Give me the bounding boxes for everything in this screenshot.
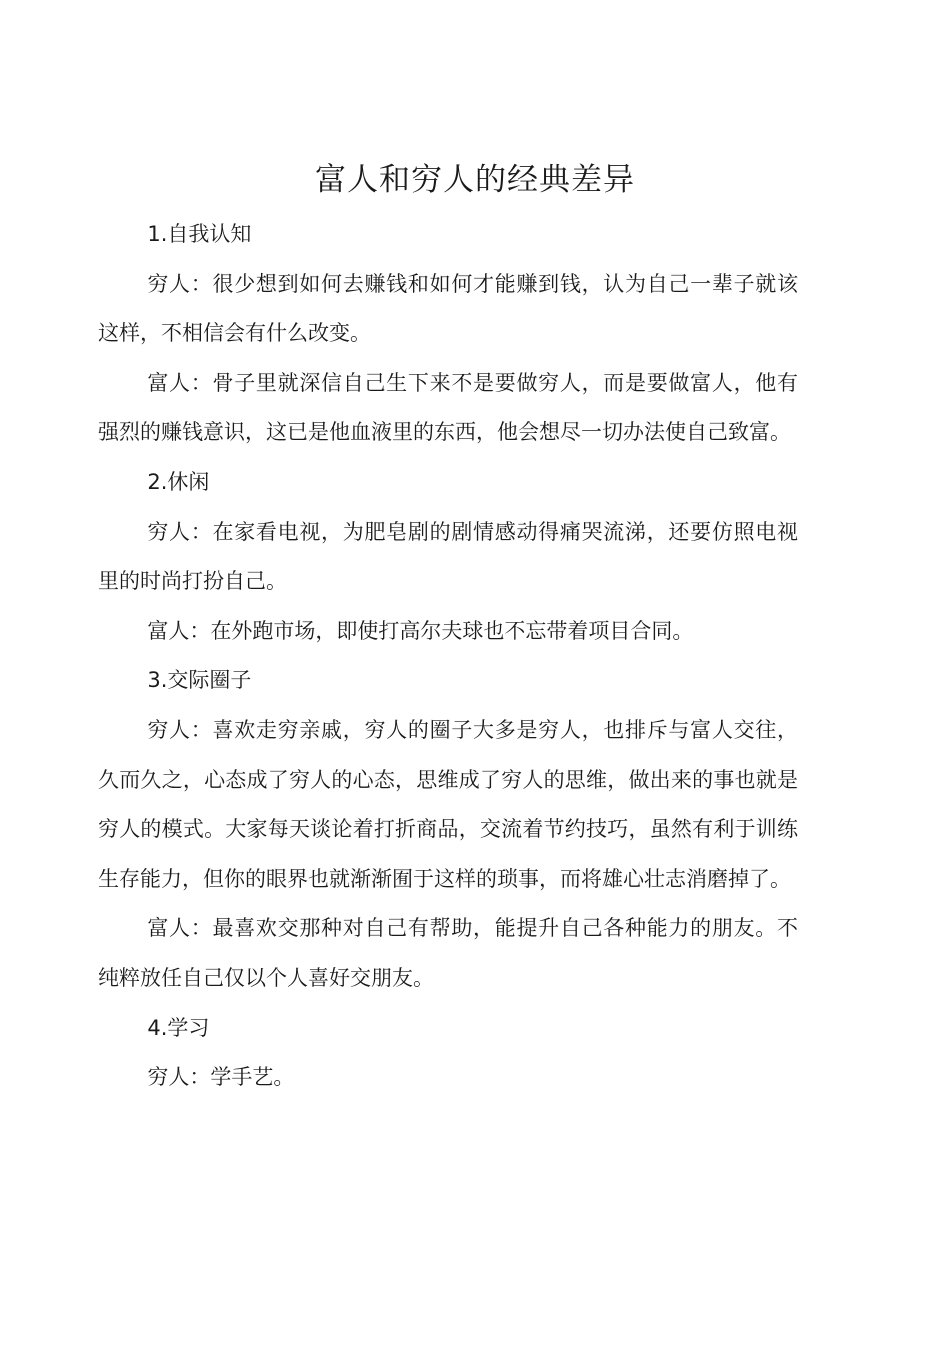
- section-heading-social-circle: 3.交际圈子: [147, 668, 252, 693]
- paragraph-poor-social-circle: 穷人：喜欢走穷亲戚，穷人的圈子大多是穷人，也排斥与富人交往，久而久之，心态成了穷人的心态，思维成了穷人的思维，做出来的事也就是穷人的模式。大家每天谈论着打折商品，交流着节约技巧，虽然有利于训练生存能力，但你的眼界也就渐渐囿于这样的琐事，而将雄心壮志消磨掉了。: [98, 717, 798, 891]
- paragraph-poor-leisure: 穷人：在家看电视，为肥皂剧的剧情感动得痛哭流涕，还要仿照电视里的时尚打扮自己。: [98, 519, 798, 594]
- paragraph-poor-learning: 穷人：学手艺。: [147, 1065, 295, 1090]
- section-heading-learning: 4.学习: [147, 1015, 210, 1040]
- document-body: [98, 210, 798, 1103]
- paragraph-rich-leisure: 富人：在外跑市场，即使打高尔夫球也不忘带着项目合同。: [147, 618, 694, 643]
- paragraph-rich-self-awareness: 富人：骨子里就深信自己生下来不是要做穷人，而是要做富人，他有强烈的赚钱意识，这已是他血液里的东西，他会想尽一切办法使自己致富。: [98, 370, 798, 445]
- document-title: 富人和穷人的经典差异: [315, 162, 635, 198]
- section-heading-self-awareness: 1.自我认知: [147, 222, 252, 246]
- section-heading-leisure: 2.休闲: [147, 469, 210, 494]
- paragraph-rich-social-circle: 富人：最喜欢交那种对自己有帮助，能提升自己各种能力的朋友。不纯粹放任自己仅以个人喜好交朋友。: [98, 916, 798, 990]
- paragraph-poor-self-awareness: 穷人：很少想到如何去赚钱和如何才能赚到钱，认为自己一辈子就该这样，不相信会有什么改变。: [98, 271, 798, 346]
